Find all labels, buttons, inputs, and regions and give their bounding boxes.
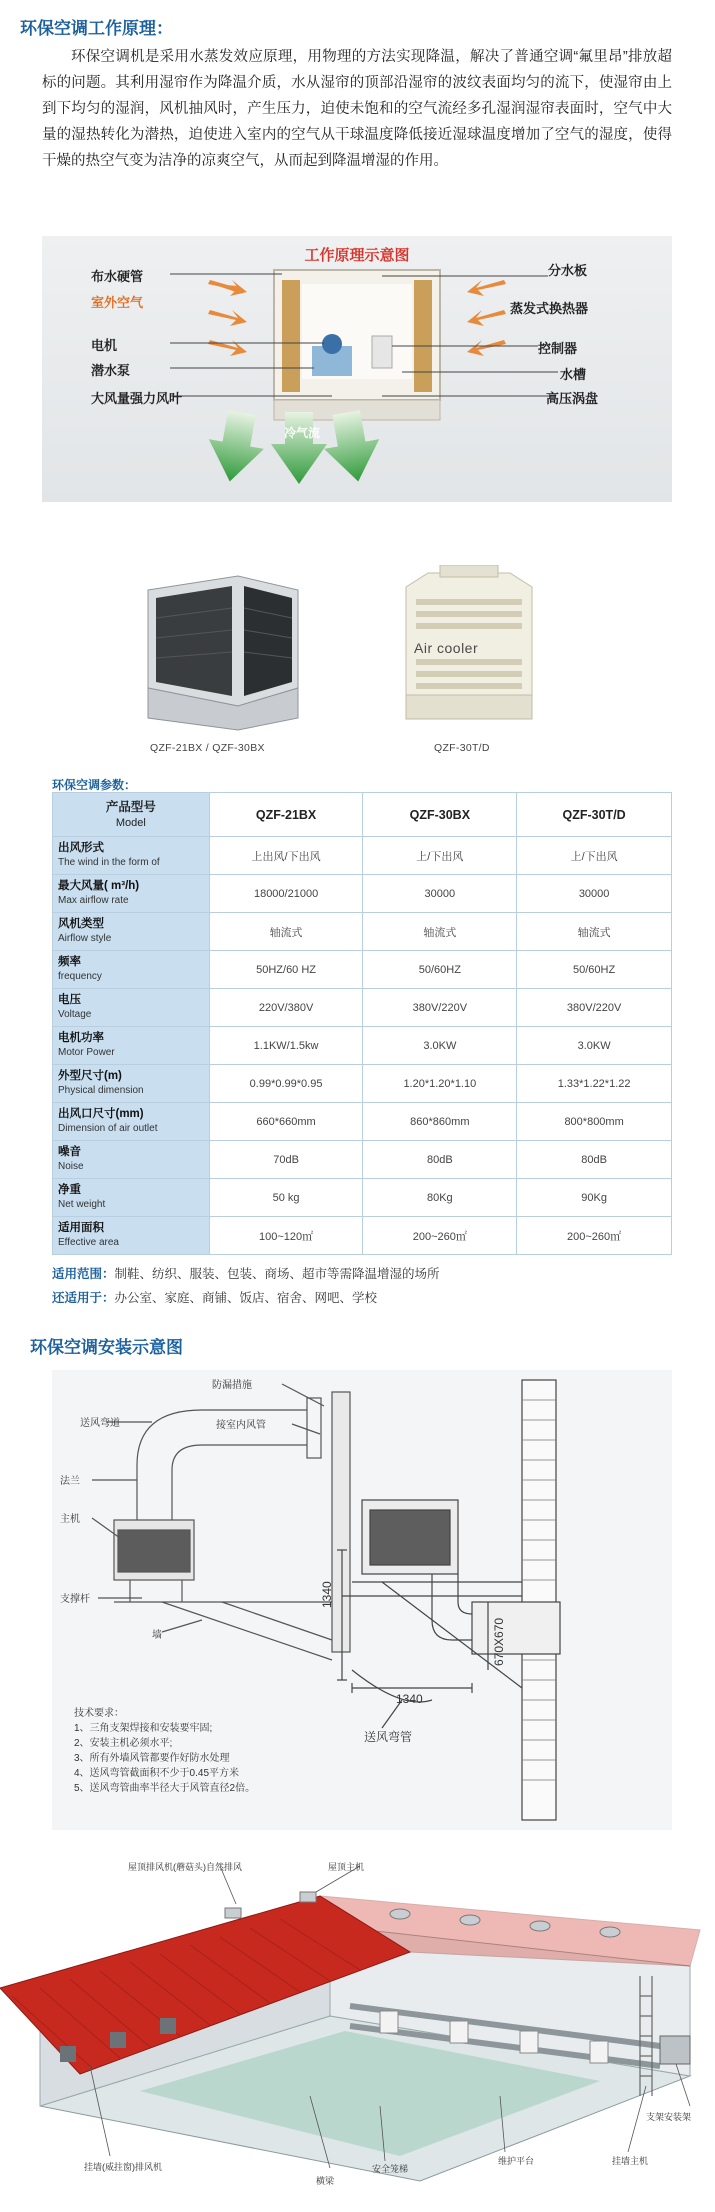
usage-scope bbox=[52, 1264, 440, 1282]
install-req-item: 3、所有外墙风管都要作好防水处理 bbox=[74, 1753, 230, 1764]
principle-title: 环保空调工作原理： bbox=[20, 19, 173, 38]
usage-also-label: 还适用于： bbox=[52, 1291, 115, 1305]
spec-row-label-zh: 电机功率 bbox=[58, 1032, 104, 1044]
spec-cell: 轴流式 bbox=[517, 913, 672, 951]
spec-cell: 1.20*1.20*1.10 bbox=[363, 1065, 517, 1103]
spec-cell: 80Kg bbox=[363, 1179, 517, 1217]
spec-cell: 200~260㎡ bbox=[517, 1217, 672, 1255]
install-label-host: 主机 bbox=[60, 1514, 80, 1525]
spec-cell: 50 kg bbox=[209, 1179, 363, 1217]
spec-row bbox=[53, 1179, 672, 1217]
spec-row-label-zh: 出风口尺寸(mm) bbox=[58, 1108, 144, 1120]
spec-cell: 0.99*0.99*0.95 bbox=[209, 1065, 363, 1103]
spec-row-label-en: Max airflow rate bbox=[58, 895, 129, 906]
factory-label-ladder: 安全笼梯 bbox=[372, 2164, 409, 2174]
spec-header-model bbox=[53, 793, 210, 837]
spec-cell: 上/下出风 bbox=[517, 837, 672, 875]
spec-row-label-zh: 噪音 bbox=[58, 1146, 81, 1158]
spec-row bbox=[53, 1141, 672, 1179]
spec-col-2: QZF-30BX bbox=[363, 793, 517, 837]
install-label-duct-bend-right: 送风弯管 bbox=[364, 1730, 413, 1744]
spec-header-zh: 产品型号 bbox=[105, 799, 156, 814]
principle-paragraph: 环保空调机是采用水蒸发效应原理，用物理的方法实现降温，解决了普通空调“氟里昂”排放超标的问题。其利用湿帘作为降温介质，水从湿帘的顶部沿湿帘的波纹表面均匀的流下，使湿帘由上到下均匀的湿润，风机抽风时，产生压力，迫使未饱和的空气流经多孔湿润湿帘表面时，空气中大量的湿热转化为潜热，迫使进入室内的空气从干球温度降低接近湿球温度增加了空气的湿度，使得干燥的热空气变为洁净的凉爽空气，从而起到降温增湿的作用。 bbox=[42, 49, 672, 169]
spec-cell: 380V/220V bbox=[363, 989, 517, 1027]
spec-cell: 轴流式 bbox=[209, 913, 363, 951]
product-photo-side bbox=[128, 568, 308, 732]
spec-col-3: QZF-30T/D bbox=[517, 793, 672, 837]
spec-cell: 70dB bbox=[209, 1141, 363, 1179]
label-outdoor-air: 室外空气 bbox=[91, 295, 144, 310]
install-dim-outlet: 670X670 bbox=[492, 1617, 506, 1666]
spec-row bbox=[53, 1027, 672, 1065]
spec-table bbox=[52, 792, 672, 1255]
spec-row-label-en: Effective area bbox=[58, 1237, 119, 1248]
install-label-indoor-duct: 接室内风管 bbox=[216, 1420, 266, 1431]
factory-label-roof-host: 屋顶主机 bbox=[328, 1862, 365, 1872]
spec-header-en: Model bbox=[115, 816, 146, 829]
label-motor: 电机 bbox=[91, 338, 118, 353]
factory-label-beam: 横梁 bbox=[316, 2176, 335, 2186]
spec-row-label bbox=[53, 837, 210, 875]
install-dim-horizontal: 1340 bbox=[396, 1692, 423, 1706]
spec-row-label bbox=[53, 989, 210, 1027]
spec-row bbox=[53, 951, 672, 989]
spec-row bbox=[53, 837, 672, 875]
spec-cell: 80dB bbox=[363, 1141, 517, 1179]
factory-diagram bbox=[0, 1856, 715, 2206]
usage-scope-label: 适用范围： bbox=[52, 1267, 115, 1281]
spec-row-label-zh: 风机类型 bbox=[58, 918, 104, 930]
usage-also-text: 办公室、家庭、商铺、饭店、宿舍、网吧、学校 bbox=[114, 1291, 378, 1305]
spec-cell: 860*860mm bbox=[363, 1103, 517, 1141]
factory-label-roof-fan: 屋顶排风机(蘑菇头)自然排风 bbox=[128, 1862, 242, 1872]
install-req-item: 2、安装主机必须水平; bbox=[74, 1738, 173, 1749]
spec-row-label-en: frequency bbox=[58, 971, 102, 982]
usage-scope-text: 制鞋、纺织、服装、包装、商场、超市等需降温增湿的场所 bbox=[114, 1267, 440, 1281]
label-water-tank: 水槽 bbox=[560, 367, 587, 382]
spec-row bbox=[53, 989, 672, 1027]
spec-cell: 200~260㎡ bbox=[363, 1217, 517, 1255]
spec-cell: 660*660mm bbox=[209, 1103, 363, 1141]
usage-also bbox=[52, 1288, 377, 1306]
install-req-title: 技术要求： bbox=[74, 1708, 124, 1719]
spec-cell: 3.0KW bbox=[517, 1027, 672, 1065]
spec-cell: 1.1KW/1.5kw bbox=[209, 1027, 363, 1065]
spec-row-label-en: Voltage bbox=[58, 1009, 92, 1020]
spec-row-label bbox=[53, 1065, 210, 1103]
spec-row-label-zh: 最大风量( m³/h) bbox=[58, 880, 140, 892]
install-req-item: 5、送风弯管曲率半径大于风管直径2倍。 bbox=[74, 1783, 256, 1794]
spec-row-label-zh: 频率 bbox=[58, 956, 81, 968]
caption-left: QZF-21BX / QZF-30BX bbox=[150, 742, 265, 754]
spec-row-label-zh: 适用面积 bbox=[58, 1222, 104, 1234]
factory-drawing bbox=[0, 1856, 715, 2206]
install-label-duct-bend: 送风弯道 bbox=[80, 1418, 120, 1429]
spec-row-label bbox=[53, 1141, 210, 1179]
cooler-brand-text: Air cooler bbox=[414, 640, 479, 656]
spec-header-row bbox=[53, 793, 672, 837]
spec-row-label bbox=[53, 1217, 210, 1255]
spec-cell: 30000 bbox=[363, 875, 517, 913]
spec-row bbox=[53, 1217, 672, 1255]
factory-label-wall-host: 挂墙主机 bbox=[612, 2156, 649, 2166]
spec-row-label bbox=[53, 1027, 210, 1065]
spec-row-label-en: Dimension of air outlet bbox=[58, 1123, 158, 1134]
spec-row-label-en: Motor Power bbox=[58, 1047, 115, 1058]
spec-row-label bbox=[53, 1103, 210, 1141]
spec-cell: 50/60HZ bbox=[517, 951, 672, 989]
spec-cell: 轴流式 bbox=[363, 913, 517, 951]
install-label-wall: 墙 bbox=[152, 1630, 162, 1641]
spec-row-label-en: Airflow style bbox=[58, 933, 112, 944]
spec-row-label bbox=[53, 1179, 210, 1217]
spec-row bbox=[53, 875, 672, 913]
spec-cell: 上/下出风 bbox=[363, 837, 517, 875]
install-label-waterproof: 防漏措施 bbox=[212, 1380, 252, 1391]
install-requirements bbox=[74, 1706, 255, 1796]
spec-row-label-en: The wind in the form of bbox=[58, 857, 160, 868]
spec-cell: 上出风/下出风 bbox=[209, 837, 363, 875]
label-water-plate: 分水板 bbox=[548, 263, 588, 278]
install-dim-vertical: 1340 bbox=[320, 1581, 334, 1608]
install-diagram bbox=[52, 1370, 672, 1830]
spec-row-label bbox=[53, 913, 210, 951]
spec-row-label-zh: 净重 bbox=[58, 1184, 81, 1196]
install-title: 环保空调安装示意图 bbox=[30, 1338, 183, 1357]
spec-row-label-zh: 电压 bbox=[58, 994, 81, 1006]
factory-label-wall-fan: 挂墙(威拄窗)排风机 bbox=[84, 2162, 162, 2172]
spec-cell: 800*800mm bbox=[517, 1103, 672, 1141]
caption-right: QZF-30T/D bbox=[434, 742, 490, 754]
spec-row bbox=[53, 913, 672, 951]
install-label-flange: 法兰 bbox=[60, 1476, 80, 1487]
install-req-item: 1、三角支架焊接和安装要牢固; bbox=[74, 1723, 213, 1734]
install-label-support: 支撑杆 bbox=[60, 1594, 90, 1605]
label-volute: 高压涡盘 bbox=[546, 391, 599, 406]
label-heat-exchanger: 蒸发式换热器 bbox=[510, 301, 589, 316]
label-fan-blade: 大风量强力风叶 bbox=[91, 391, 183, 406]
spec-row bbox=[53, 1065, 672, 1103]
spec-cell: 220V/380V bbox=[209, 989, 363, 1027]
spec-cell: 18000/21000 bbox=[209, 875, 363, 913]
label-pump: 潜水泵 bbox=[91, 363, 131, 378]
principle-diagram bbox=[42, 236, 672, 502]
spec-cell: 380V/220V bbox=[517, 989, 672, 1027]
spec-row-label-en: Physical dimension bbox=[58, 1085, 144, 1096]
diagram-title: 工作原理示意图 bbox=[304, 247, 410, 264]
spec-cell: 90Kg bbox=[517, 1179, 672, 1217]
spec-row-label bbox=[53, 875, 210, 913]
spec-row-label-en: Net weight bbox=[58, 1199, 106, 1210]
spec-cell: 50HZ/60 HZ bbox=[209, 951, 363, 989]
install-req-item: 4、送风弯管截面积不少于0.45平方米 bbox=[74, 1768, 240, 1779]
spec-col-1: QZF-21BX bbox=[209, 793, 363, 837]
spec-cell: 50/60HZ bbox=[363, 951, 517, 989]
label-controller: 控制器 bbox=[538, 341, 578, 356]
spec-row-label-zh: 外型尺寸(m) bbox=[58, 1070, 122, 1082]
spec-row bbox=[53, 1103, 672, 1141]
spec-cell: 3.0KW bbox=[363, 1027, 517, 1065]
factory-label-bracket: 支架安装架 bbox=[646, 2112, 692, 2122]
spec-cell: 80dB bbox=[517, 1141, 672, 1179]
factory-label-platform: 维护平台 bbox=[498, 2156, 535, 2166]
label-cold-air: 冷气流 bbox=[284, 426, 321, 440]
spec-cell: 1.33*1.22*1.22 bbox=[517, 1065, 672, 1103]
spec-row-label-en: Noise bbox=[58, 1161, 84, 1172]
label-water-pipe: 布水硬管 bbox=[91, 269, 144, 284]
spec-cell: 100~120㎡ bbox=[209, 1217, 363, 1255]
spec-row-label-zh: 出风形式 bbox=[58, 842, 104, 854]
spec-title: 环保空调参数： bbox=[52, 778, 137, 792]
spec-cell: 30000 bbox=[517, 875, 672, 913]
spec-row-label bbox=[53, 951, 210, 989]
